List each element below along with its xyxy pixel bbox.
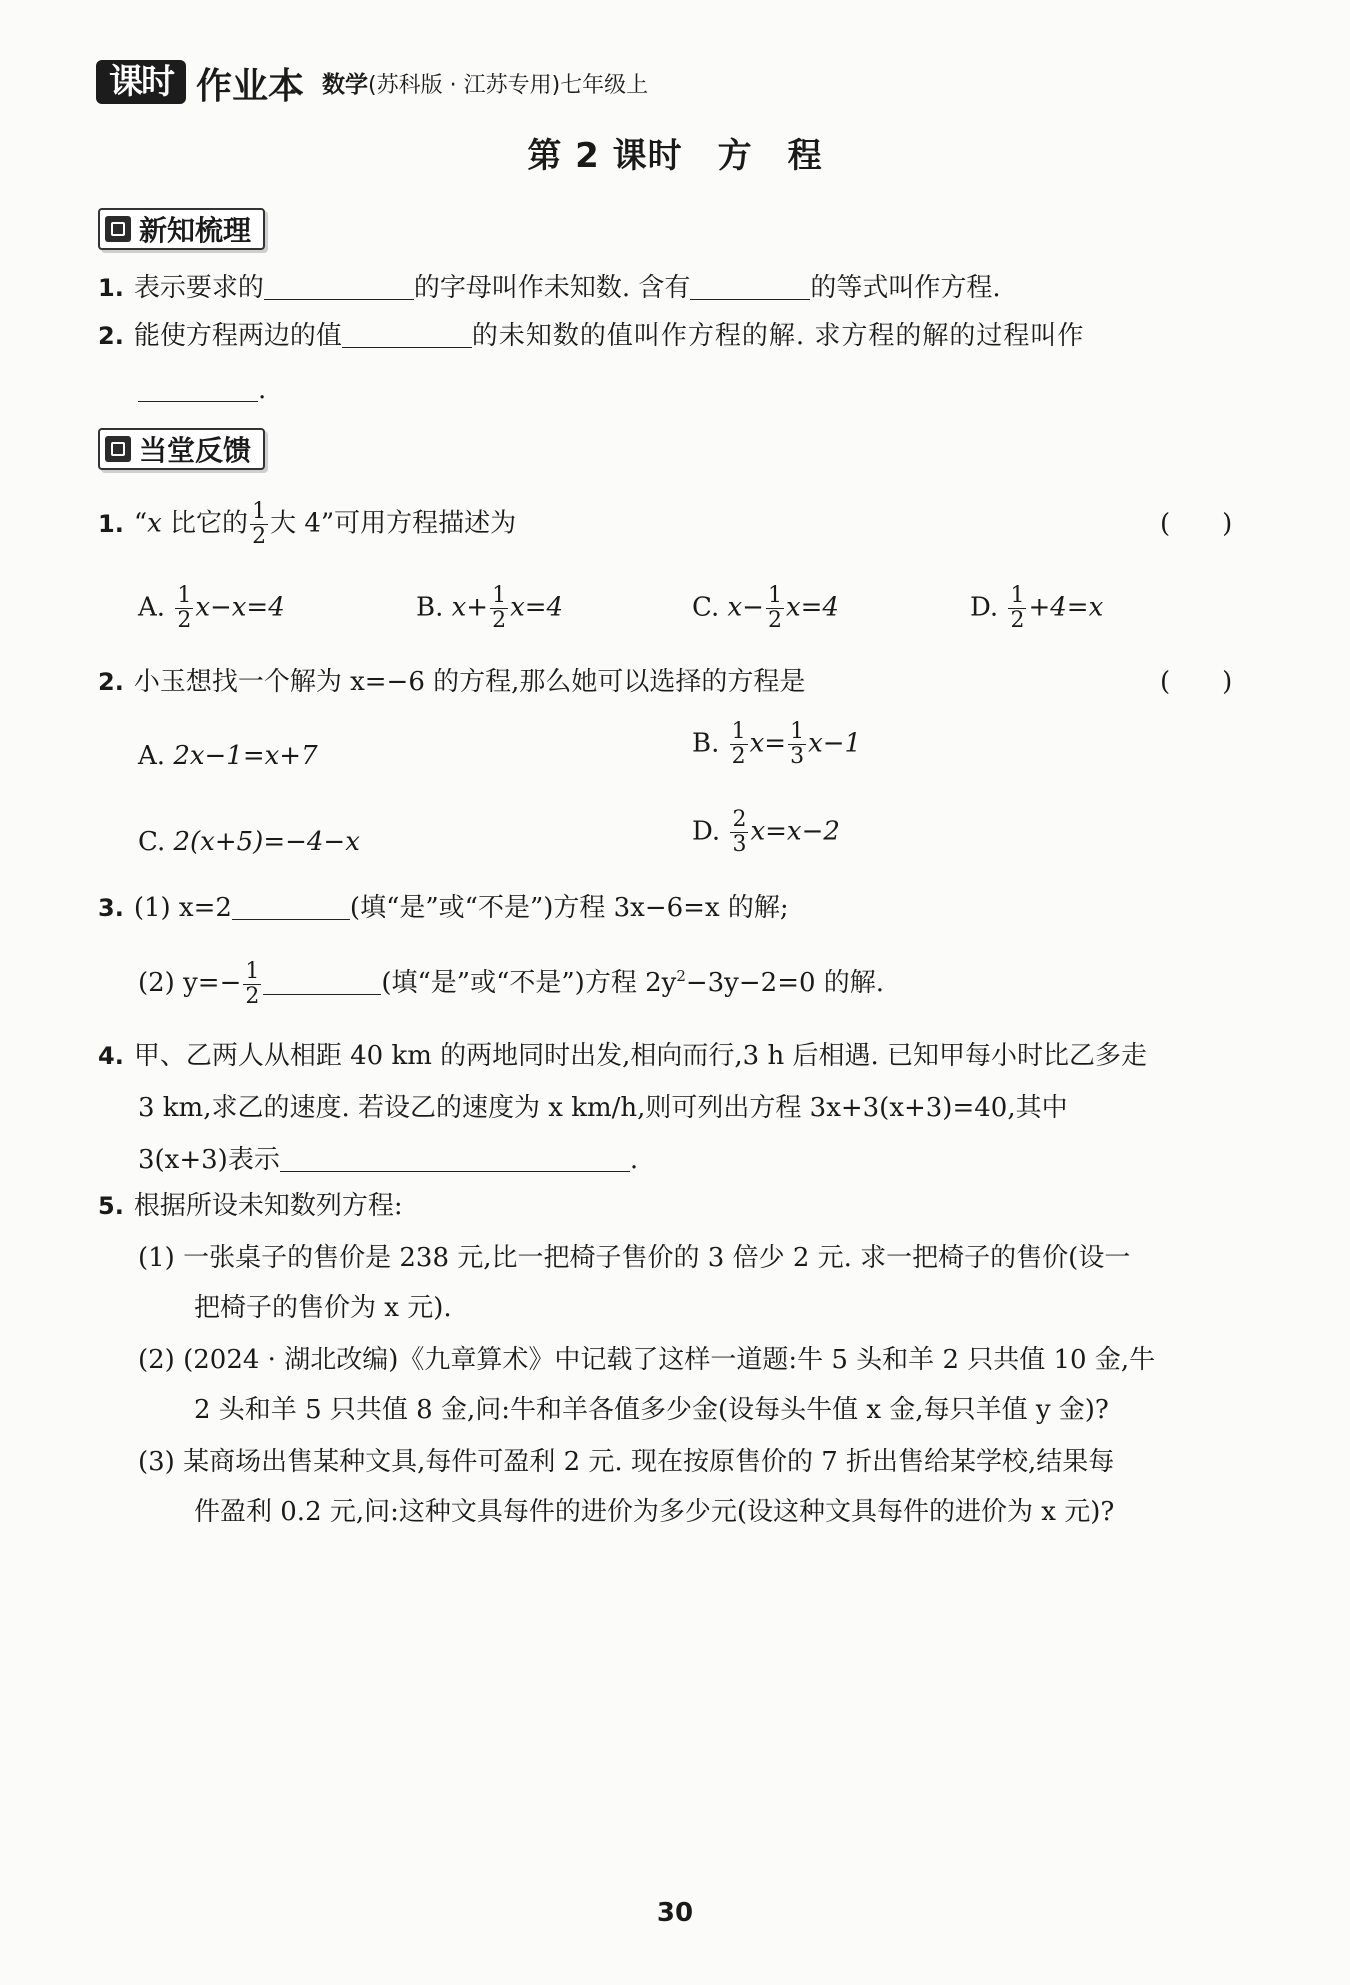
feedback-question-1: [98, 500, 516, 549]
knowledge-item-2-cont: [138, 370, 266, 410]
question-number: 2.: [98, 668, 124, 696]
q5-part-2-line-2: 2 头和羊 5 只共值 8 金,问:牛和羊各值多少金(设每头牛值 x 金,每只羊值 y 金)?: [194, 1395, 1109, 1425]
text: 的未知数的值叫作方程的解. 求方程的解的过程叫作: [471, 321, 1085, 351]
question-number: 3.: [98, 894, 124, 922]
knowledge-item-2: [98, 316, 1084, 356]
grade: 七年级上: [560, 73, 649, 98]
answer-blank[interactable]: [280, 1143, 630, 1172]
option-c[interactable]: C. x− $\frac{1}{2}$ x=4: [692, 583, 839, 633]
feedback-question-2: [98, 662, 805, 702]
brand-logo: 课时: [96, 60, 186, 104]
question-number: 2.: [98, 322, 124, 350]
question-number: 4.: [98, 1042, 124, 1070]
feedback-question-4-line-1: 4. 甲、乙两人从相距 40 km 的两地同时出发,相向而行,3 h 后相遇. 已知甲每小时比乙多走: [98, 1041, 1147, 1071]
feedback-question-5: 5. 根据所设未知数列方程:: [98, 1191, 403, 1221]
answer-blank[interactable]: [138, 373, 258, 402]
text: 比它的: [161, 508, 249, 539]
section-badge-new-knowledge: [98, 208, 265, 250]
option-d[interactable]: D. $\frac{2}{3}$ x=x−2: [692, 807, 840, 857]
question-number: 5.: [98, 1192, 124, 1220]
feedback-question-4-line-2: 3 km,求乙的速度. 若设乙的速度为 x km/h,则可列出方程 3x+3(x+3)=40,其中: [138, 1093, 1068, 1123]
q5-part-1-line-2: 把椅子的售价为 x 元).: [194, 1293, 452, 1323]
text: 表示要求的: [133, 273, 264, 303]
variable: x: [147, 508, 162, 539]
answer-blank[interactable]: [264, 271, 414, 300]
text: 的字母叫作未知数. 含有: [413, 273, 691, 303]
option-a[interactable]: A. 2x−1=x+7: [138, 741, 318, 771]
option-c[interactable]: C. 2(x+5)=−4−x: [138, 827, 360, 857]
section-label: 当堂反馈: [139, 434, 252, 467]
option-b[interactable]: B. $\frac{1}{2}$ x= $\frac{1}{3}$ x−1: [692, 719, 862, 769]
q5-part-2-line-1: (2) (2024 · 湖北改编)《九章算术》中记载了这样一道题:牛 5 头和羊 2 只共值 10 金,牛: [138, 1345, 1156, 1375]
text: “: [133, 508, 148, 539]
question-number: 1.: [98, 509, 124, 538]
answer-paren[interactable]: ( ): [1160, 509, 1233, 539]
option-b[interactable]: B. x+ $\frac{1}{2}$ x=4: [416, 583, 564, 633]
text: 大 4”可用方程描述为: [270, 508, 517, 539]
feedback-question-3-part-2: (2) y=− $\frac{1}{2}$ (填“是”或“不是”)方程 $2y^2-3y-2=0$ 的解.: [138, 958, 885, 1009]
text: 能使方程两边的值: [133, 321, 342, 351]
page-number: 30: [656, 1898, 694, 1928]
q5-part-3-line-1: (3) 某商场出售某种文具,每件可盈利 2 元. 现在按原售价的 7 折出售给某学校,结果每: [138, 1447, 1115, 1477]
feedback-question-4-line-3: 3(x+3)表示 .: [138, 1145, 639, 1175]
option-a[interactable]: A. $\frac{1}{2}$ x−x=4: [138, 583, 285, 633]
option-d[interactable]: D. $\frac{1}{2}$ +4=x: [970, 583, 1104, 633]
notebook-icon: [105, 216, 131, 242]
answer-blank[interactable]: [342, 319, 472, 348]
fraction: $\frac{1}{2}$: [252, 499, 267, 549]
pencil-icon: [105, 436, 131, 462]
feedback-question-3-part-1: 3. (1) x=2 (填“是”或“不是”)方程 3x−6=x 的解;: [98, 893, 789, 923]
answer-blank[interactable]: [232, 891, 350, 920]
q5-part-1-line-1: (1) 一张桌子的售价是 238 元,比一把椅子售价的 3 倍少 2 元. 求一把椅子的售价(设一: [138, 1243, 1131, 1273]
lesson-title: 第 2 课时 方 程: [527, 136, 823, 176]
knowledge-item-1: [98, 268, 1001, 308]
text: .: [258, 375, 267, 405]
subject-line: [322, 66, 648, 99]
answer-paren[interactable]: ( ): [1160, 667, 1233, 697]
question-number: 1.: [98, 274, 124, 302]
brand-name: 作业本: [196, 66, 305, 107]
text: 小玉想找一个解为 x=−6 的方程,那么她可以选择的方程是: [133, 667, 806, 697]
edition: (苏科版 · 江苏专用): [368, 73, 561, 98]
q5-part-3-line-2: 件盈利 0.2 元,问:这种文具每件的进价为多少元(设这种文具每件的进价为 x 元)?: [194, 1497, 1115, 1527]
answer-blank[interactable]: [263, 966, 381, 995]
section-badge-in-class-feedback: [98, 428, 265, 470]
section-label: 新知梳理: [139, 214, 252, 247]
text: 的等式叫作方程.: [810, 273, 1001, 303]
subject: 数学: [322, 72, 368, 98]
answer-blank[interactable]: [690, 271, 810, 300]
